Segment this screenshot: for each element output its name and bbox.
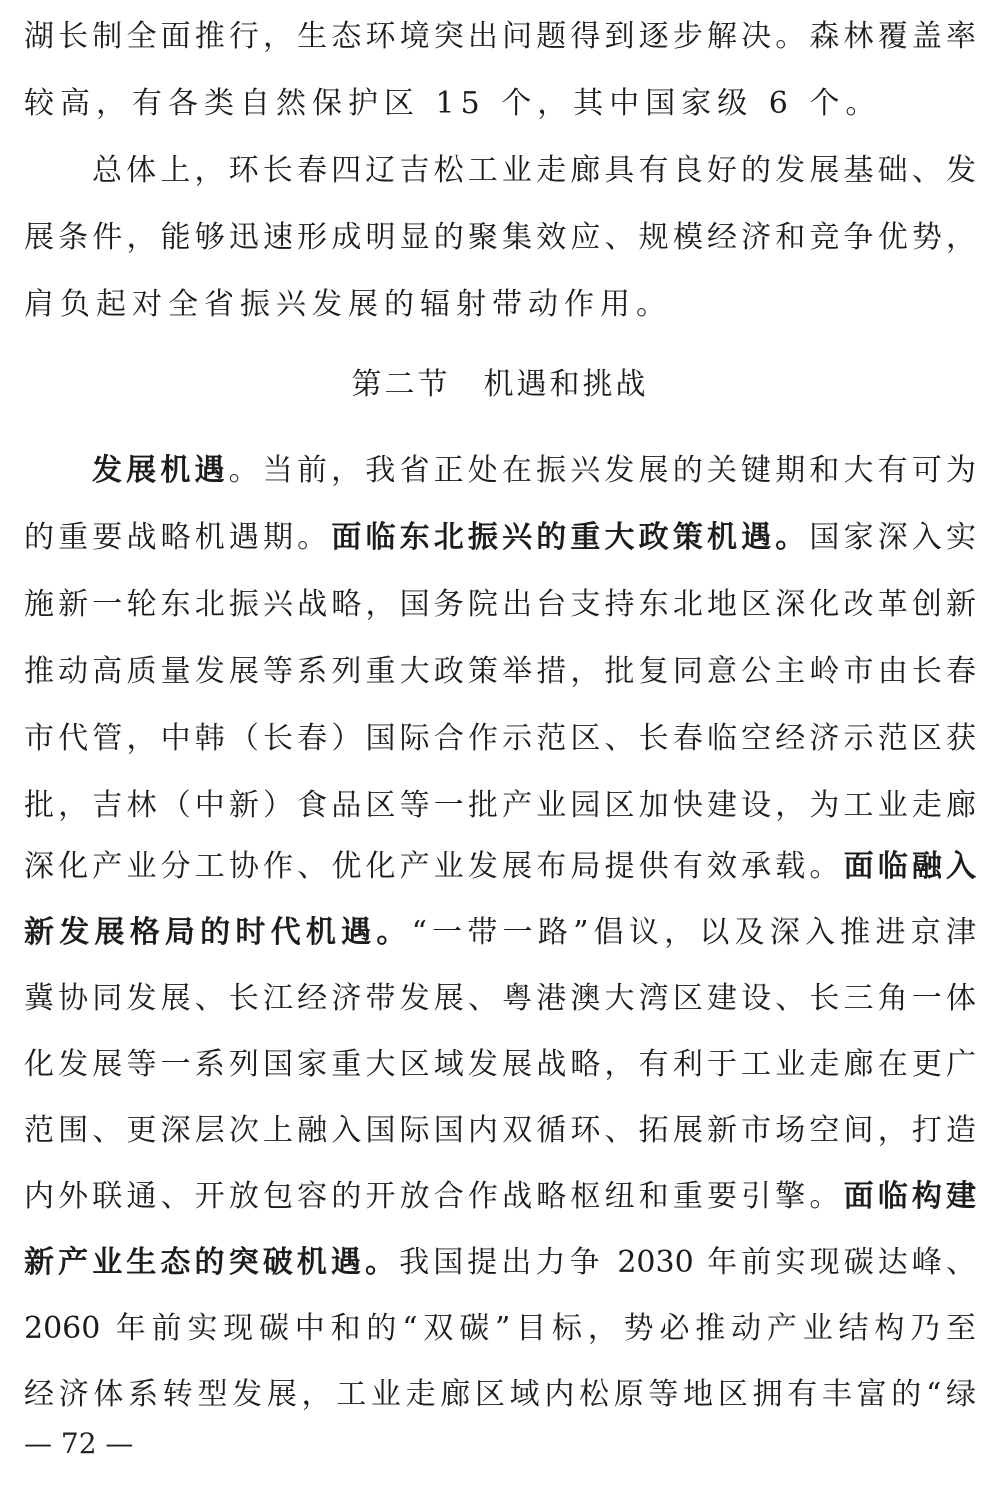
bold-phrase: 新发展格局的时代机遇。 [24, 915, 412, 950]
text-line [24, 900, 976, 966]
section-heading: 第二节 机遇和挑战 [351, 367, 649, 402]
text-span: 内外联通、开放包容的开放合作战略枢纽和重要引擎。 [24, 1179, 844, 1214]
bold-phrase: 发展机遇 [92, 453, 229, 488]
text-span: “一带一路”倡议，以及深入推进京津 [411, 915, 976, 950]
text-line: 肩负起对全省振兴发展的辐射带动作用。 [24, 287, 672, 322]
text-span: 。当前，我省正处在振兴发展的关键期和大有可为 [228, 453, 976, 488]
text-line: 市代管，中韩（长春）国际合作示范区、长春临空经济示范区获 [24, 721, 976, 756]
text-span: 国家深入实 [809, 520, 977, 555]
text-line: 湖长制全面推行，生态环境突出问题得到逐步解决。森林覆盖率 [24, 19, 976, 54]
page-number: — 72 — [24, 1427, 134, 1460]
bold-phrase: 面临融入 [843, 849, 977, 884]
text-span: 我国提出力争 2030 年前实现碳达峰、 [399, 1245, 977, 1280]
text-line: 范围、更深层次上融入国际国内双循环、拓展新市场空间，打造 [24, 1113, 976, 1148]
text-line [24, 1164, 976, 1230]
text-line: 冀协同发展、长江经济带发展、粤港澳大湾区建设、长三角一体 [24, 981, 976, 1016]
bold-phrase: 面临构建 [843, 1179, 977, 1214]
text-line: 化发展等一系列国家重大区域发展战略，有利于工业走廊在更广 [24, 1047, 976, 1082]
bold-phrase: 面临东北振兴的重大政策机遇。 [331, 520, 810, 555]
text-line: 推动高质量发展等系列重大政策举措，批复同意公主岭市由长春 [24, 654, 976, 689]
text-span: 的重要战略机遇期。 [24, 520, 332, 555]
text-line [24, 505, 976, 571]
text-line [24, 834, 976, 900]
text-line: 经济体系转型发展，工业走廊区域内松原等地区拥有丰富的“绿 [24, 1377, 976, 1412]
text-span: 深化产业分工协作、优化产业发展布局提供有效承载。 [24, 849, 844, 884]
text-line: 较高，有各类自然保护区 15 个，其中国家级 6 个。 [24, 86, 882, 121]
text-line: 施新一轮东北振兴战略，国务院出台支持东北地区深化改革创新 [24, 587, 976, 622]
text-line: 总体上，环长春四辽吉松工业走廊具有良好的发展基础、发 [92, 153, 976, 188]
bold-phrase: 新产业生态的突破机遇。 [24, 1245, 400, 1280]
text-line: 批，吉林（中新）食品区等一批产业园区加快建设，为工业走廊 [24, 788, 976, 823]
text-line: 展条件，能够迅速形成明显的聚集效应、规模经济和竞争优势， [24, 220, 976, 255]
text-line: 2060 年前实现碳中和的“双碳”目标，势必推动产业结构乃至 [24, 1311, 976, 1346]
text-line [24, 1230, 976, 1296]
text-line [92, 438, 976, 504]
